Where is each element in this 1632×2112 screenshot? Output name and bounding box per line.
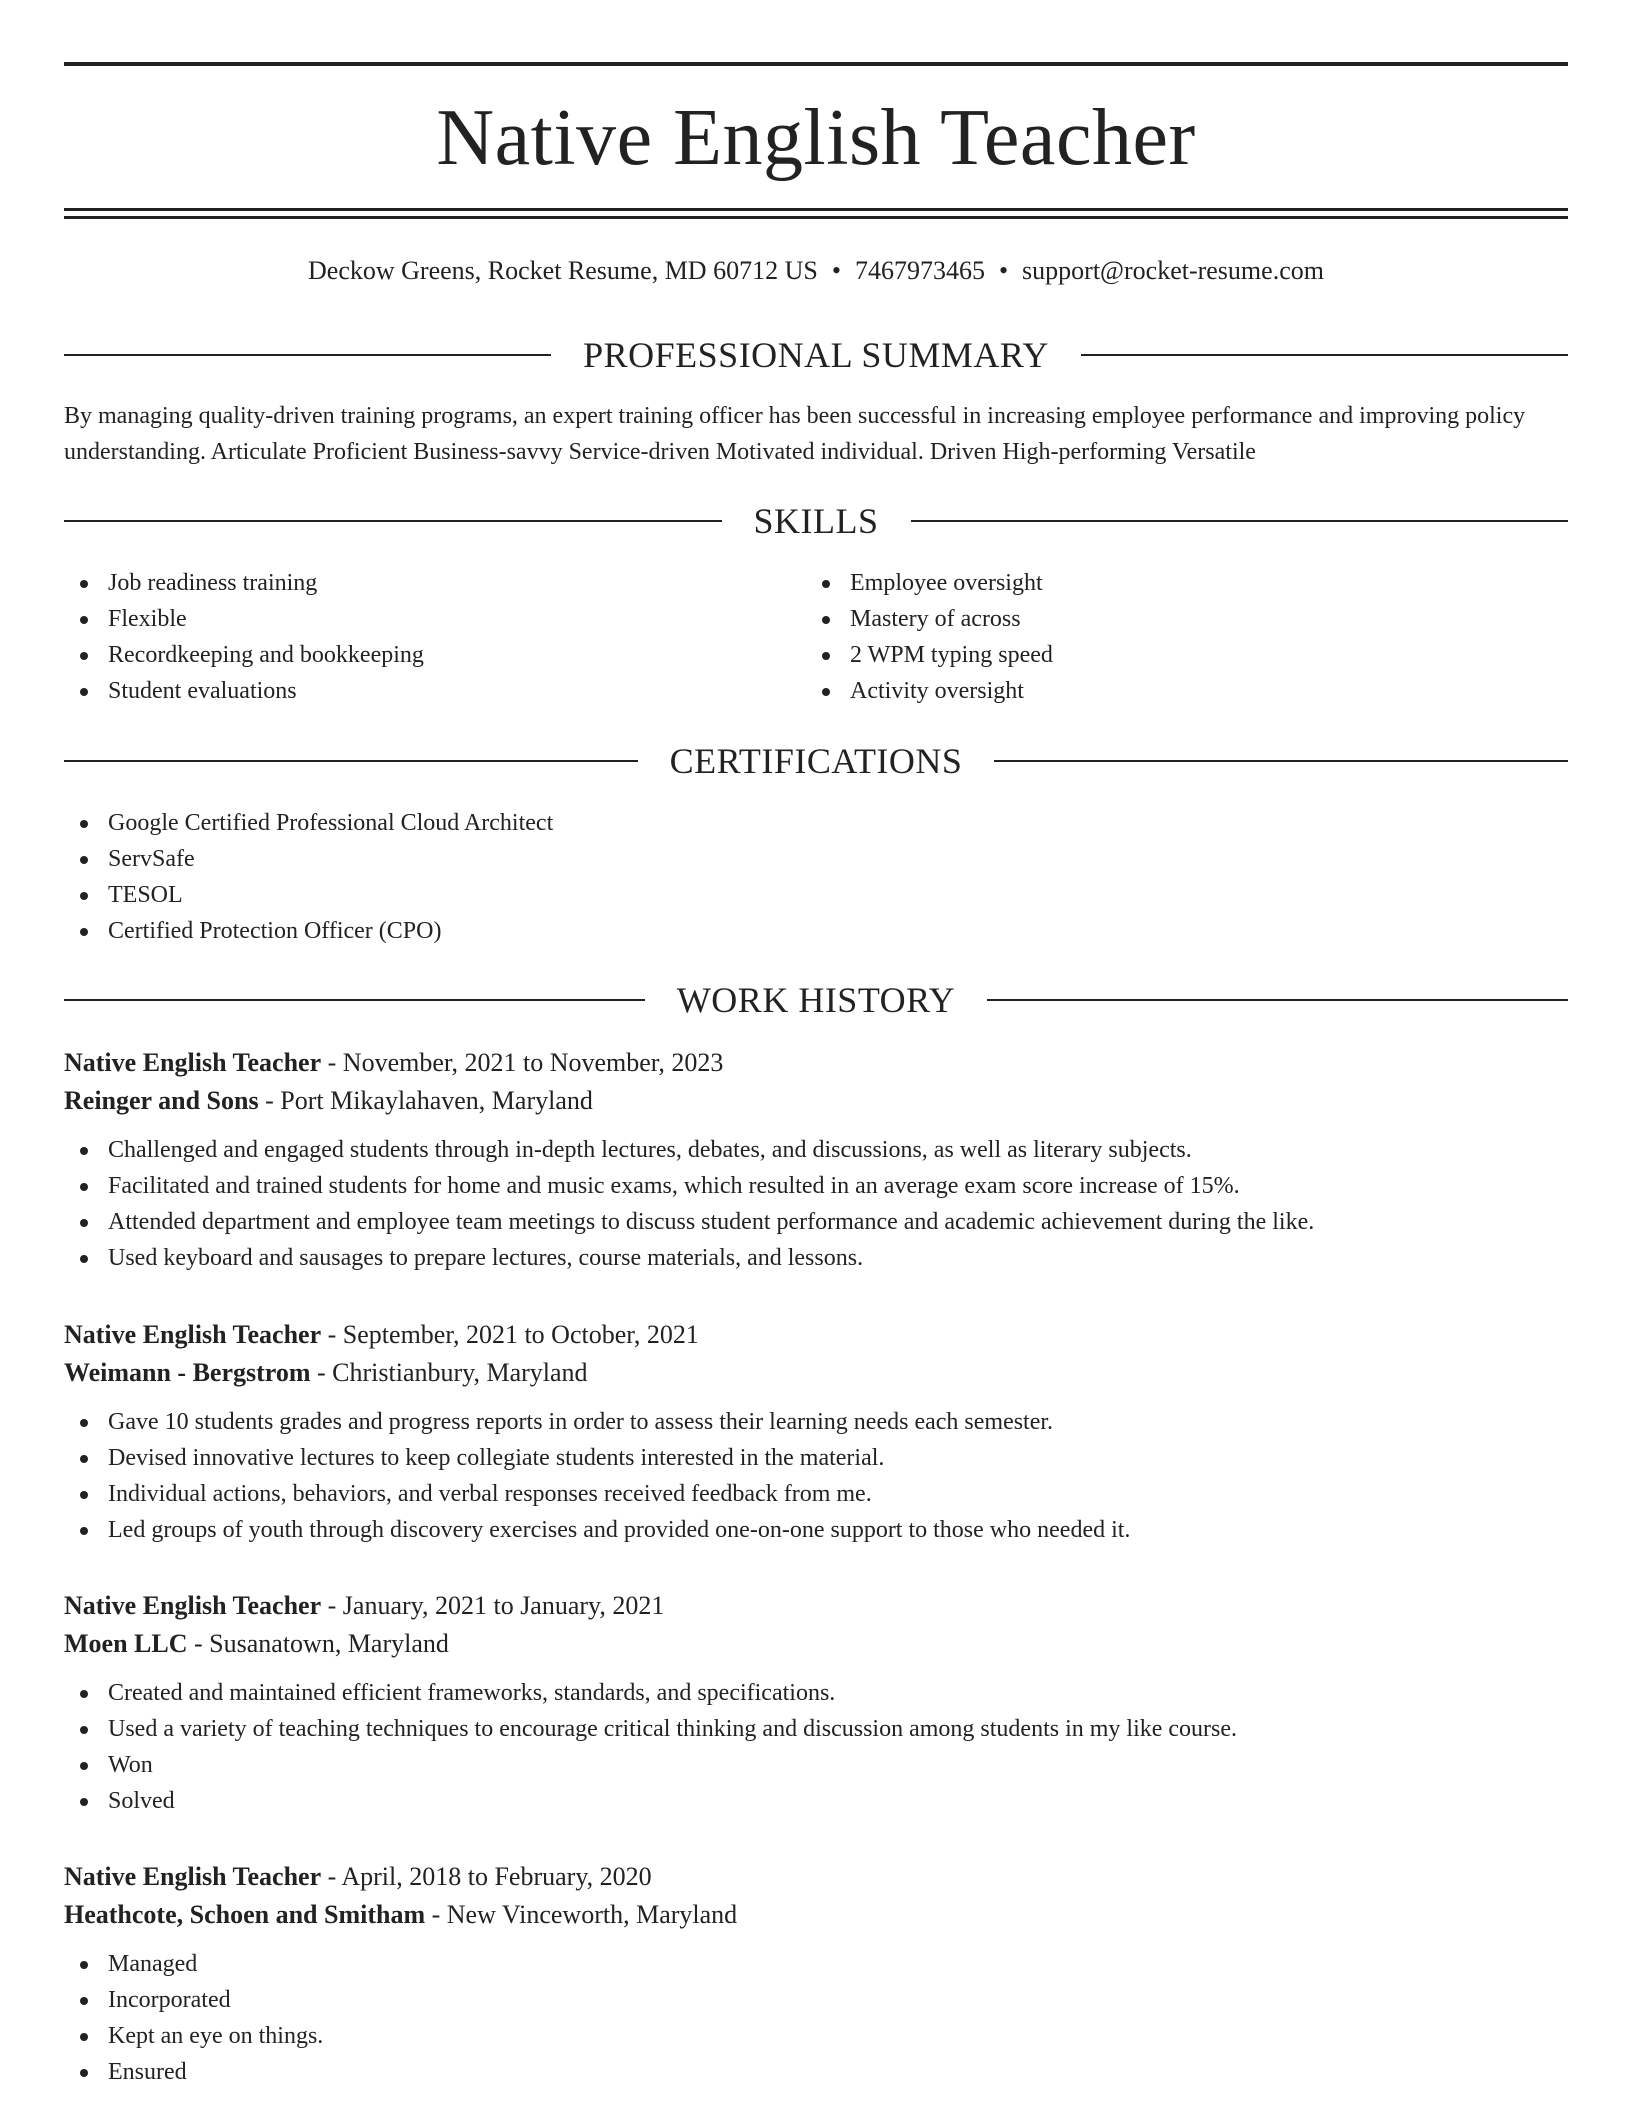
heading-rule-right	[1081, 354, 1568, 356]
job-company: Heathcote, Schoen and Smitham	[64, 1900, 426, 1929]
job-title-line	[64, 1858, 1568, 1896]
job-bullet: Kept an eye on things.	[64, 2018, 1568, 2054]
job-bullet: Attended department and employee team meetings to discuss student performance and academic achievement during the like.	[64, 1204, 1568, 1240]
heading-rule-left	[64, 999, 645, 1001]
skills-heading-label: SKILLS	[753, 501, 879, 541]
job-location: - New Vinceworth, Maryland	[425, 1900, 738, 1929]
job-bullet: Incorporated	[64, 1982, 1568, 2018]
contact-line	[64, 254, 1568, 288]
heading-rule-left	[64, 760, 638, 762]
job-title-line	[64, 1316, 1568, 1354]
job-bullet: Managed	[64, 1946, 1568, 1982]
job-bullet: Solved	[64, 1783, 1568, 1819]
job-entry	[64, 1316, 1568, 1548]
certification-item: TESOL	[64, 877, 1568, 913]
heading-rule-right	[911, 520, 1569, 522]
heading-rule-right	[987, 999, 1568, 1001]
job-bullet: Used keyboard and sausages to prepare lectures, course materials, and lessons.	[64, 1240, 1568, 1276]
skills-column-right	[806, 565, 1506, 709]
job-title-line	[64, 1044, 1568, 1082]
title-rule-lower	[64, 216, 1568, 219]
summary-text: By managing quality-driven training programs, an expert training officer has been successful in increasing employee performance and improving policy understanding. Articulate Proficient Business-savvy Service-driven Motivated individual. Driven High-performing Versatile	[64, 403, 1526, 465]
certifications-heading-label: CERTIFICATIONS	[669, 741, 963, 781]
job-title: Native English Teacher	[64, 1048, 322, 1077]
job-bullet: Led groups of youth through discovery exercises and provided one-on-one support to those who needed it.	[64, 1512, 1568, 1548]
certifications-list	[64, 805, 1568, 949]
job-bullets	[64, 1946, 1568, 2090]
summary-section-heading	[64, 333, 1568, 377]
skill-item: Flexible	[64, 601, 764, 637]
certification-item: Certified Protection Officer (CPO)	[64, 913, 1568, 949]
job-bullet: Created and maintained efficient frameworks, standards, and specifications.	[64, 1675, 1568, 1711]
job-company-line	[64, 1625, 1568, 1663]
skill-item: Job readiness training	[64, 565, 764, 601]
job-dates: - January, 2021 to January, 2021	[321, 1591, 665, 1620]
contact-email: support@rocket-resume.com	[1022, 256, 1324, 285]
job-bullets	[64, 1675, 1568, 1819]
job-company: Weimann - Bergstrom	[64, 1358, 311, 1387]
job-bullets	[64, 1132, 1568, 1276]
job-company-line	[64, 1354, 1568, 1392]
job-entry	[64, 1587, 1568, 1819]
heading-rule-left	[64, 520, 722, 522]
job-company-line	[64, 1896, 1568, 1934]
certifications-section-heading	[64, 739, 1568, 783]
job-company-line	[64, 1082, 1568, 1120]
job-bullets	[64, 1404, 1568, 1548]
top-rule	[64, 62, 1568, 66]
job-bullet: Challenged and engaged students through in-depth lectures, debates, and discussions, as well as literary subjects.	[64, 1132, 1568, 1168]
skill-item: 2 WPM typing speed	[806, 637, 1506, 673]
job-title: Native English Teacher	[64, 1591, 322, 1620]
certification-item: ServSafe	[64, 841, 1568, 877]
job-dates: - November, 2021 to November, 2023	[321, 1048, 724, 1077]
job-bullet: Individual actions, behaviors, and verbal responses received feedback from me.	[64, 1476, 1568, 1512]
job-location: - Port Mikaylahaven, Maryland	[258, 1086, 593, 1115]
title-rule-upper	[64, 208, 1568, 211]
job-location: - Susanatown, Maryland	[187, 1629, 449, 1658]
work-history-heading-label: WORK HISTORY	[676, 980, 956, 1020]
heading-rule-right	[994, 760, 1568, 762]
job-bullet: Used a variety of teaching techniques to encourage critical thinking and discussion among students in my like course.	[64, 1711, 1568, 1747]
contact-separator: •	[998, 256, 1009, 285]
contact-separator: •	[831, 256, 841, 285]
skills-column-left	[64, 565, 764, 709]
job-bullet: Ensured	[64, 2054, 1568, 2090]
job-title: Native English Teacher	[64, 1320, 322, 1349]
contact-address: Deckow Greens, Rocket Resume, MD 60712 US	[308, 256, 818, 285]
skill-item: Student evaluations	[64, 673, 764, 709]
job-location: - Christianbury, Maryland	[310, 1358, 588, 1387]
job-entry	[64, 1858, 1568, 2090]
heading-rule-left	[64, 354, 551, 356]
job-company: Reinger and Sons	[64, 1086, 259, 1115]
job-title: Native English Teacher	[64, 1862, 322, 1891]
skill-item: Recordkeeping and bookkeeping	[64, 637, 764, 673]
job-entry	[64, 1044, 1568, 1276]
skill-item: Activity oversight	[806, 673, 1506, 709]
job-bullet: Devised innovative lectures to keep collegiate students interested in the material.	[64, 1440, 1568, 1476]
contact-phone: 7467973465	[854, 256, 985, 285]
certification-item: Google Certified Professional Cloud Architect	[64, 805, 1568, 841]
skill-item: Mastery of across	[806, 601, 1506, 637]
skill-item: Employee oversight	[806, 565, 1506, 601]
job-bullet: Won	[64, 1747, 1568, 1783]
job-bullet: Gave 10 students grades and progress reports in order to assess their learning needs each semester.	[64, 1404, 1568, 1440]
job-dates: - April, 2018 to February, 2020	[321, 1862, 652, 1891]
work-history-section-heading	[64, 978, 1568, 1022]
job-dates: - September, 2021 to October, 2021	[321, 1320, 699, 1349]
job-company: Moen LLC	[64, 1629, 188, 1658]
summary-heading-label: PROFESSIONAL SUMMARY	[583, 335, 1049, 375]
resume-title: Native English Teacher	[436, 94, 1196, 182]
job-title-line	[64, 1587, 1568, 1625]
job-bullet: Facilitated and trained students for home and music exams, which resulted in an average exam score increase of 15%.	[64, 1168, 1568, 1204]
skills-section-heading	[64, 499, 1568, 543]
